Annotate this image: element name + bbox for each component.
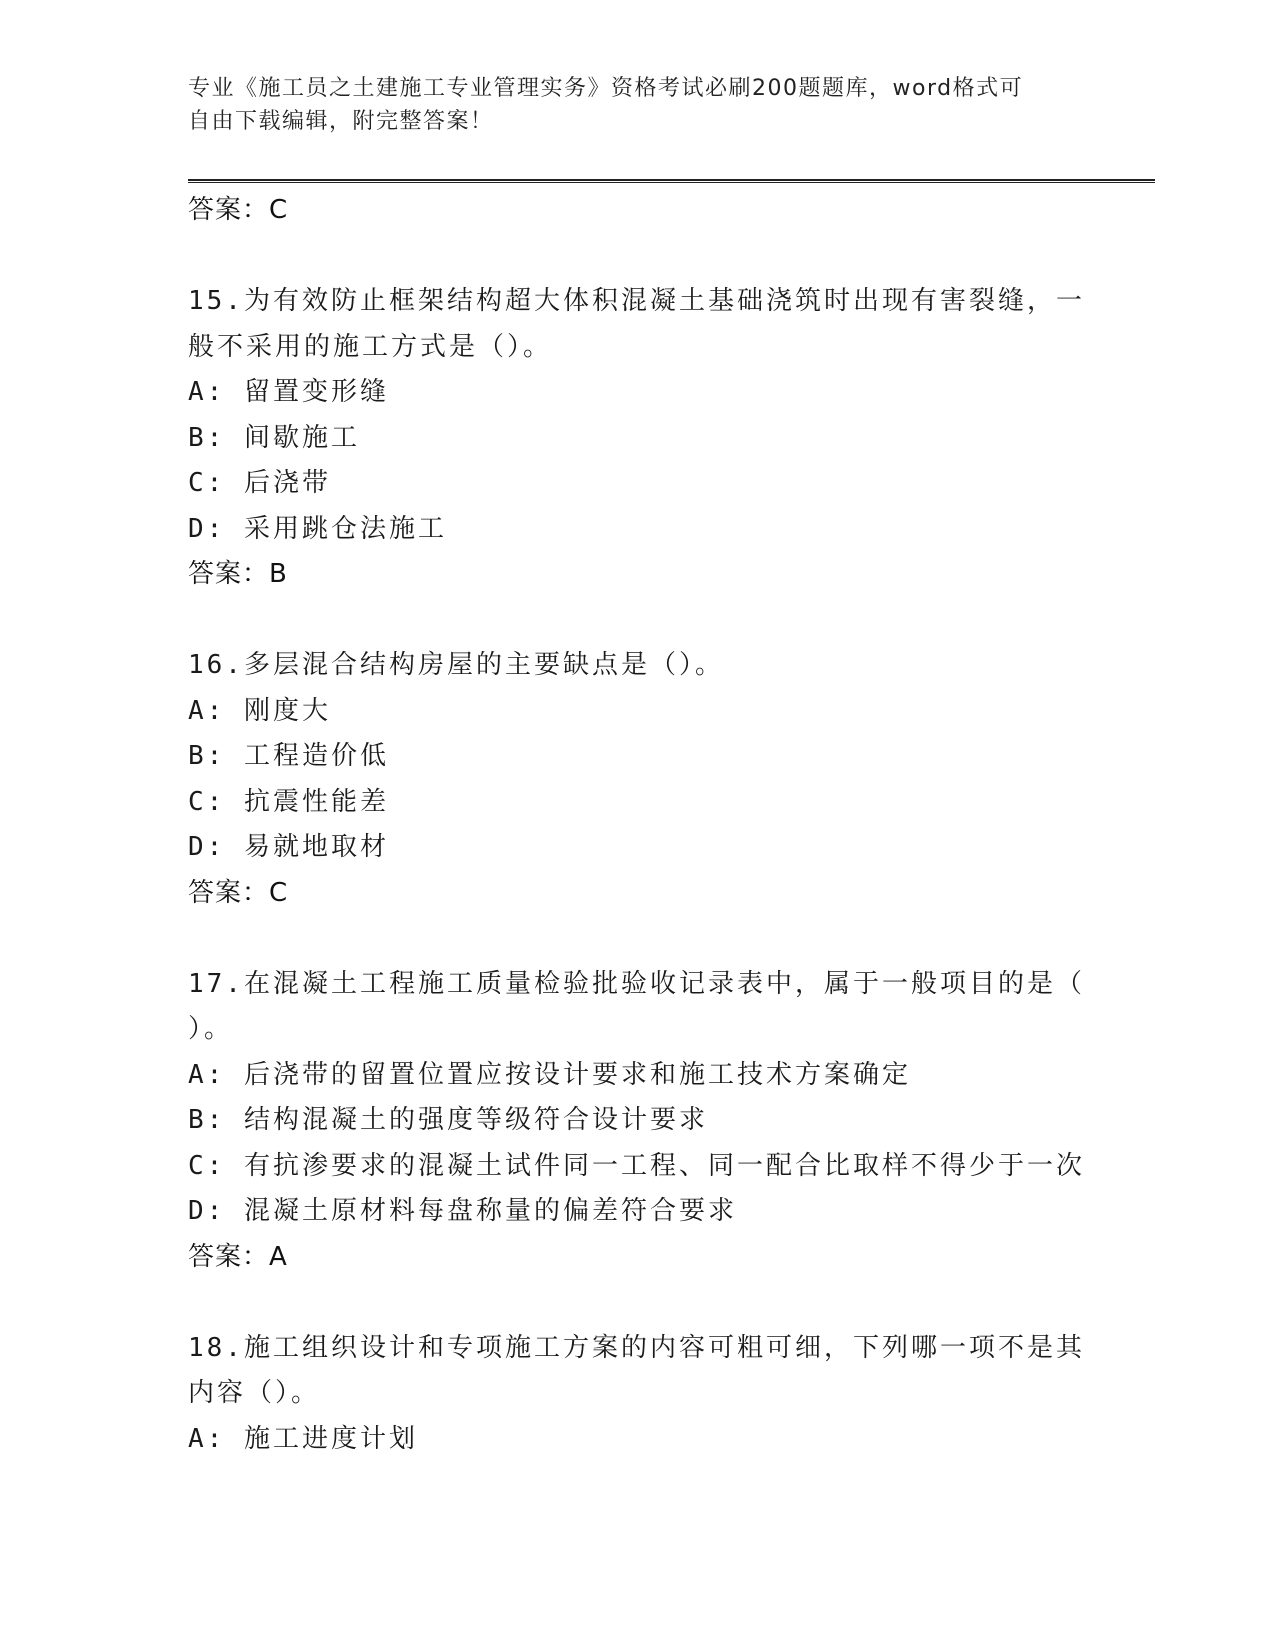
option-item: B: 间歇施工 <box>188 422 360 453</box>
spacer <box>188 1280 1068 1326</box>
option-item: C: 后浇带 <box>188 468 331 498</box>
question-text: 16.多层混合结构房屋的主要缺点是（）。 <box>188 650 724 680</box>
header-line: 自由下载编辑，附完整答案！ <box>188 109 494 134</box>
question-text: 般不采用的施工方式是（）。 <box>188 331 553 362</box>
option-item: A: 施工进度计划 <box>188 1423 418 1454</box>
header-divider <box>188 179 1155 183</box>
spacer <box>188 598 1068 644</box>
question-text: 17.在混凝土工程施工质量检验批验收记录表中，属于一般项目的是（ <box>188 968 1085 999</box>
answer-line: 答案：C <box>188 195 289 225</box>
question-text: 内容（）。 <box>188 1378 321 1408</box>
question-block <box>188 1326 1085 1463</box>
question-block <box>188 962 1085 1281</box>
spacer <box>188 234 1068 280</box>
question-block <box>188 643 1068 916</box>
question-block <box>188 279 1085 598</box>
header-line: 专业《施工员之土建施工专业管理实务》资格考试必刷200题题库，word格式可 <box>188 76 1024 101</box>
option-item: D: 混凝土原材料每盘称量的偏差符合要求 <box>188 1196 737 1226</box>
option-item: C: 有抗渗要求的混凝土试件同一工程、同一配合比取样不得少于一次 <box>188 1150 1085 1181</box>
question-text: ）。 <box>188 1014 234 1044</box>
spacer <box>188 916 1068 962</box>
document-body <box>188 188 1085 1462</box>
option-item: B: 结构混凝土的强度等级符合设计要求 <box>188 1105 708 1135</box>
answer-line: 答案：C <box>188 877 289 908</box>
document-header <box>188 72 1068 138</box>
answer-line: 答案：B <box>188 559 288 589</box>
question-text: 18.施工组织设计和专项施工方案的内容可粗可细，下列哪一项不是其 <box>188 1332 1085 1363</box>
option-item: D: 采用跳仓法施工 <box>188 513 447 544</box>
question-text: 15.为有效防止框架结构超大体积混凝土基础浇筑时出现有害裂缝，一 <box>188 286 1085 316</box>
option-item: A: 留置变形缝 <box>188 377 389 407</box>
option-item: D: 易就地取材 <box>188 832 389 862</box>
option-item: C: 抗震性能差 <box>188 786 389 817</box>
option-item: B: 工程造价低 <box>188 741 389 771</box>
option-item: A: 刚度大 <box>188 695 331 726</box>
option-item: A: 后浇带的留置位置应按设计要求和施工技术方案确定 <box>188 1059 911 1090</box>
answer-line: 答案：A <box>188 1241 288 1272</box>
